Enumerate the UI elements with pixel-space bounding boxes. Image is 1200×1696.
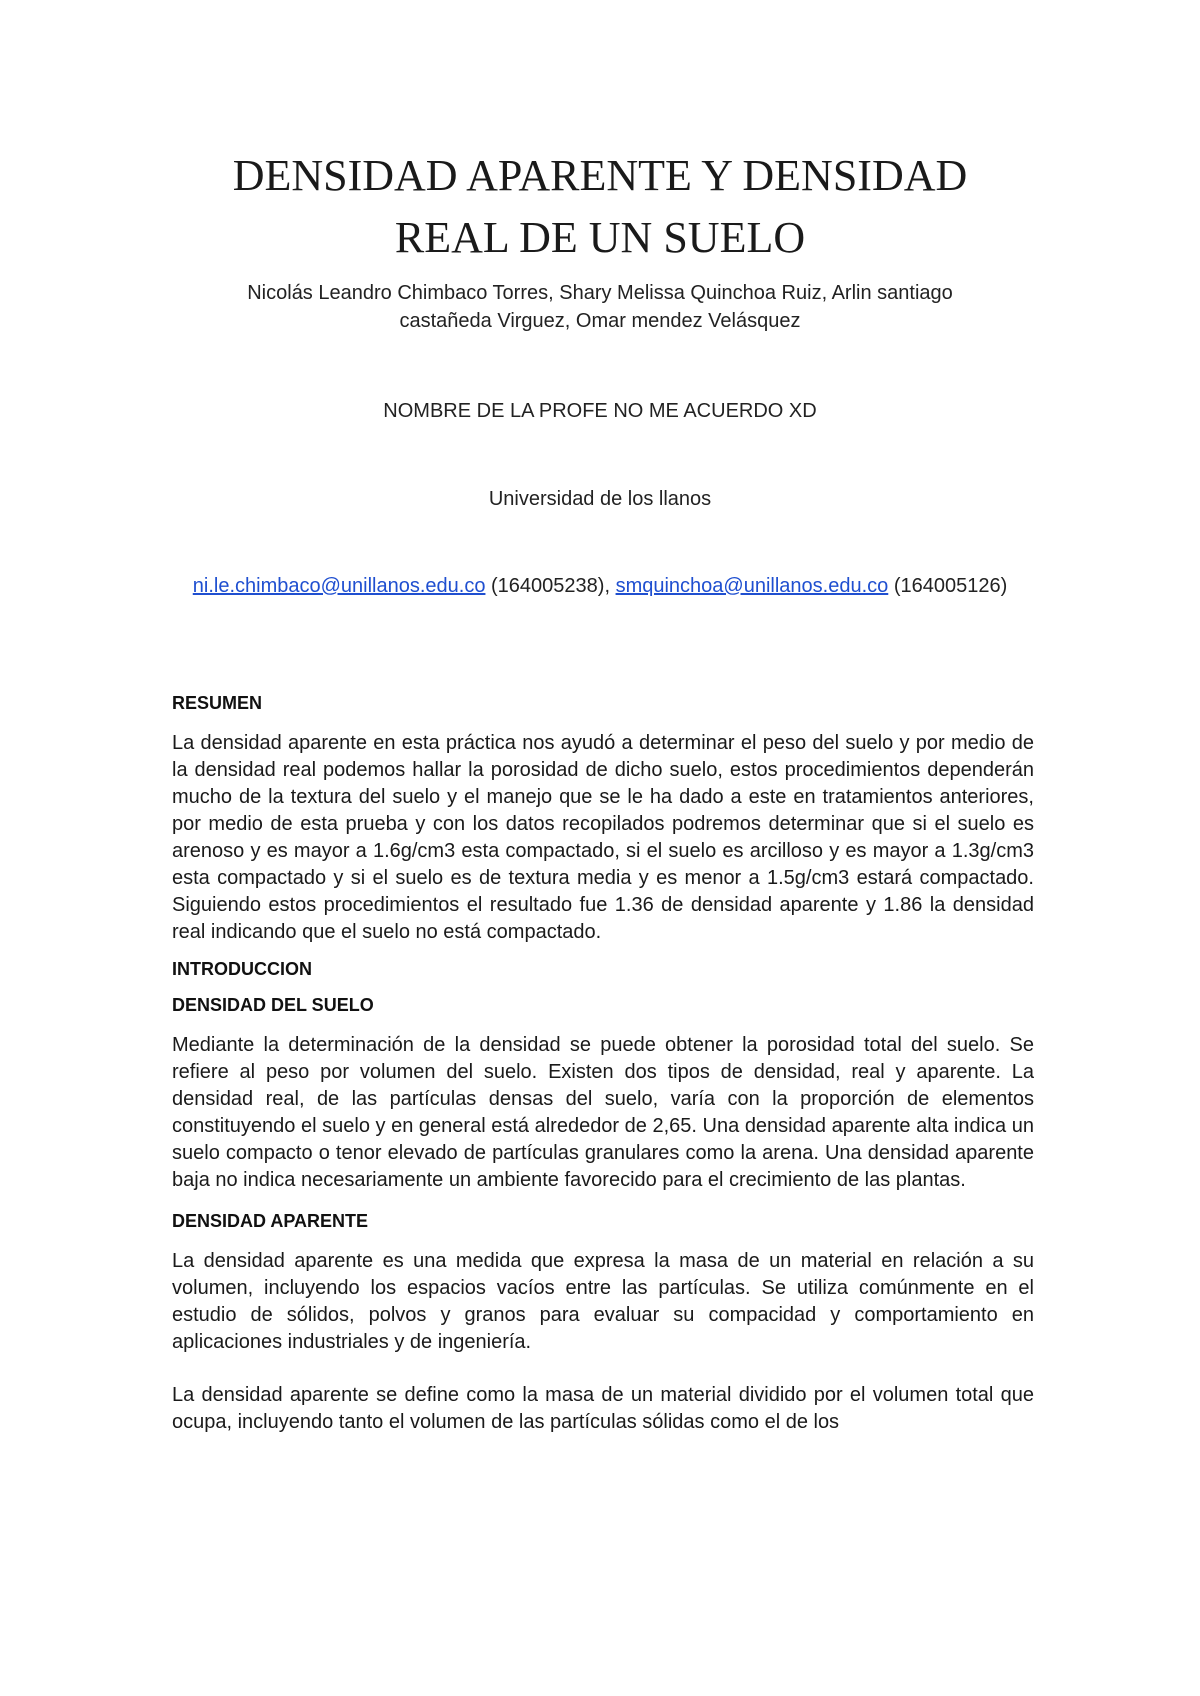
student-id-2: (164005126) bbox=[888, 575, 1008, 597]
section-heading-densidad-suelo: DENSIDAD DEL SUELO bbox=[172, 995, 374, 1015]
densidad-aparente-paragraph-1: La densidad aparente es una medida que expresa la masa de un material en relación a su volumen, incluyendo los espacios vacíos entre las partículas. Se utiliza comúnmente en el estudio de sólidos, polvos y granos para evaluar su compacidad y comportamiento en aplicaciones industriales y de ingeniería. bbox=[172, 1250, 1034, 1353]
university-name: Universidad de los llanos bbox=[488, 488, 712, 510]
author-list-line-1: Nicolás Leandro Chimbaco Torres, Shary Melissa Quinchoa Ruiz, Arlin santiago bbox=[247, 282, 953, 304]
teacher-name: NOMBRE DE LA PROFE NO ME ACUERDO XD bbox=[383, 400, 817, 422]
densidad-suelo-paragraph: Mediante la determinación de la densidad se puede obtener la porosidad total del suelo. Se refiere al peso por volumen del suelo. Existen dos tipos de densidad, real y aparente. La densidad real, de las partículas densas del suelo, varía con la proporción de elementos constituyendo el suelo y en general está alrededor de 2,65. Una densidad aparente alta indica un suelo compacto o tenor elevado de partículas granulares como la arena. Una densidad aparente baja no indica necesariamente un ambiente favorecido para el crecimiento de las plantas. bbox=[172, 1034, 1034, 1191]
email-link-1[interactable]: ni.le.chimbaco@unillanos.edu.co bbox=[192, 575, 486, 597]
densidad-aparente-paragraph-2: La densidad aparente se define como la masa de un material dividido por el volumen total que ocupa, incluyendo tanto el volumen de las partículas sólidas como el de los bbox=[172, 1384, 1034, 1433]
contact-emails bbox=[150, 572, 1050, 600]
paper-title bbox=[150, 145, 1050, 269]
student-id-1: (164005238), bbox=[485, 575, 616, 597]
resumen-paragraph: La densidad aparente en esta práctica nos ayudó a determinar el peso del suelo y por medio de la densidad real podemos hallar la porosidad de dicho suelo, estos procedimientos dependerán mucho de la textura del suelo y el manejo que se le ha dado a este en tratamientos anteriores, por medio de esta prueba y con los datos recopilados podremos determinar que si el suelo es arenoso y es mayor a 1.6g/cm3 esta compactado, si el suelo es arcilloso y es mayor a 1.3g/cm3 esta compactado y si el suelo es de textura media y es menor a 1.5g/cm3 estará compactado. Siguiendo estos procedimientos el resultado fue 1.36 de densidad aparente y 1.86 la densidad real indicando que el suelo no está compactado. bbox=[172, 732, 1034, 943]
author-list-line-2: castañeda Virguez, Omar mendez Velásquez bbox=[399, 310, 801, 332]
section-heading-introduccion: INTRODUCCION bbox=[172, 959, 312, 979]
paper-body bbox=[172, 690, 1034, 1436]
paper-title-line-2: REAL DE UN SUELO bbox=[394, 213, 806, 262]
section-heading-densidad-aparente: DENSIDAD APARENTE bbox=[172, 1211, 369, 1231]
paper-title-line-1: DENSIDAD APARENTE Y DENSIDAD bbox=[232, 151, 968, 200]
author-list bbox=[150, 279, 1050, 335]
email-link-2[interactable]: smquinchoa@unillanos.edu.co bbox=[615, 575, 889, 597]
section-heading-resumen: RESUMEN bbox=[172, 693, 263, 713]
